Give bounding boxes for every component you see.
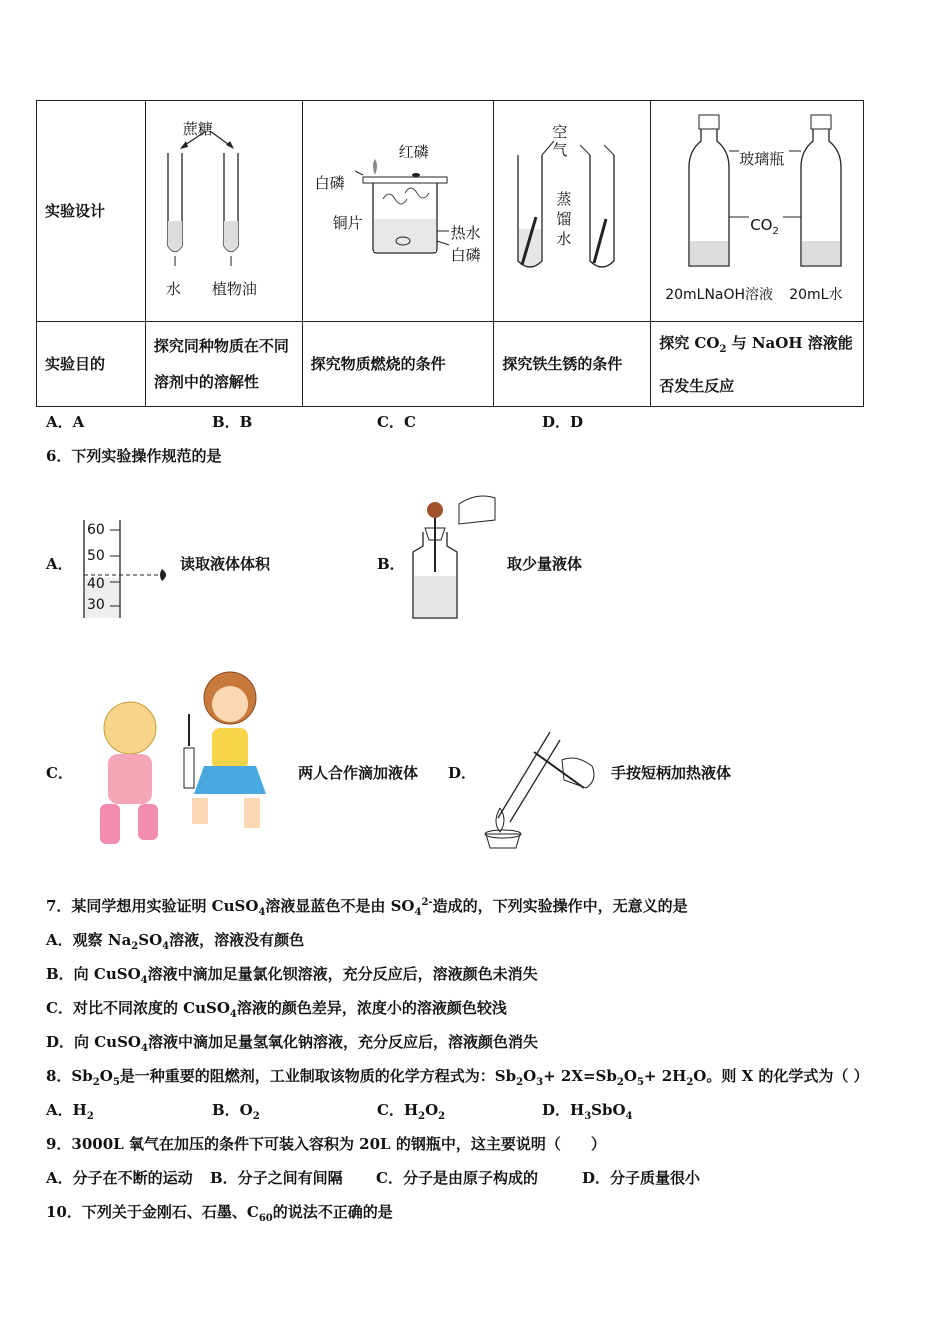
q6-b-text: 取少量液体 (507, 555, 583, 573)
q6-stem: 6．下列实验操作规范的是 (46, 447, 222, 465)
purpose-combustion: 探究物质燃烧的条件 (302, 322, 494, 407)
purpose-row (37, 322, 864, 407)
purpose-rusting: 探究铁生锈的条件 (494, 322, 651, 407)
q7-stem: 7．某同学想用实验证明 CuSO$_4$溶液显蓝色不是由 $SO_4^{2-}$造成的，下列实验操作中，无意义的是 (46, 897, 688, 918)
sugar-label: 蔗糖 (182, 120, 213, 138)
q10-stem: 10．下列关于金刚石、石墨、$C_{60}$的说法不正确的是 (46, 1203, 393, 1224)
q5-option-b: B．B (212, 413, 253, 431)
white-phosphorus-bottom-label: 白磷 (450, 246, 481, 264)
tick-30: 30 (87, 597, 105, 613)
distilled-water-label: 蒸馏水 (556, 190, 572, 248)
q6-d-text: 手按短柄加热液体 (611, 764, 732, 782)
air-label: 空气 (552, 123, 568, 159)
purpose-dissolving: 探究同种物质在不同溶剂中的溶解性 (145, 322, 302, 407)
tick-60: 60 (87, 522, 105, 538)
q5-option-d: D．D (542, 413, 584, 431)
q6-c-label: C． (46, 764, 73, 782)
design-row (37, 101, 864, 322)
figure-rusting (494, 101, 651, 322)
q6-d-label: D． (448, 764, 477, 782)
water-label: 水 (165, 280, 181, 298)
q9-option-c: C．分子是由原子构成的 (376, 1169, 538, 1187)
q8-stem: 8．$Sb_2O_5$是一种重要的阻燃剂，工业制取该物质的化学方程式为：$Sb_2O_3+ 2X=Sb_2O_5+ 2H_2O$。则 X 的化学式为（ ） (46, 1067, 869, 1088)
q6-a-text: 读取液体体积 (180, 555, 271, 573)
dropper-bottle-illustration (405, 490, 500, 622)
naoh-solution-label: 20mLNaOH溶液 (665, 287, 774, 303)
q9-option-d: D．分子质量很小 (582, 1169, 701, 1187)
figure-dissolving (145, 101, 302, 322)
q9-option-b: B．分子之间有间隔 (210, 1169, 343, 1187)
purpose-co2-naoh: 探究 $CO_2$ 与 NaOH 溶液能否发生反应 (651, 322, 864, 407)
hot-water-label: 热水 (450, 224, 481, 242)
figure-combustion (302, 101, 494, 322)
co2-label: $CO_2$ (750, 216, 779, 237)
q8-option-c: C．$H_2O_2$ (377, 1101, 446, 1122)
red-phosphorus-label: 红磷 (398, 143, 429, 161)
q7-option-d: D．向 CuSO$_4$溶液中滴加足量氢氧化钠溶液，充分反应后，溶液颜色消失 (46, 1033, 538, 1054)
experiment-table (36, 100, 864, 407)
q5-option-c: C．C (377, 413, 416, 431)
q6-a-label: A． (46, 555, 73, 573)
q9-option-a: A．分子在不断的运动 (46, 1169, 193, 1187)
q6-c-text: 两人合作滴加液体 (298, 764, 419, 782)
water-20ml-label: 20mL水 (789, 287, 843, 303)
glass-bottle-label: 玻璃瓶 (739, 150, 785, 168)
tick-50: 50 (87, 548, 105, 564)
purpose-label: 实验目的 (37, 322, 146, 407)
white-phosphorus-top-label: 白磷 (314, 174, 345, 192)
copper-sheet-label: 铜片 (332, 214, 363, 232)
two-children-illustration (80, 658, 292, 852)
rusting-test-tubes-illustration (494, 101, 650, 321)
vegetable-oil-label: 植物油 (211, 280, 257, 298)
q5-option-a: A．A (46, 413, 85, 431)
q7-option-c: C．对比不同浓度的 CuSO$_4$溶液的颜色差异，浓度小的溶液颜色较浅 (46, 999, 507, 1020)
figure-co2-bottles (651, 101, 864, 322)
tick-40: 40 (87, 576, 105, 592)
q6-b-label: B． (377, 555, 405, 573)
q8-option-b: B．$O_2$ (212, 1101, 260, 1122)
q8-option-a: A．$H_2$ (46, 1101, 94, 1122)
q7-option-b: B．向 CuSO$_4$溶液中滴加足量氯化钡溶液，充分反应后，溶液颜色未消失 (46, 965, 538, 986)
test-tube-heating-illustration (476, 722, 606, 856)
design-label: 实验设计 (37, 101, 146, 322)
q9-stem: 9．3000L 氧气在加压的条件下可装入容积为 20L 的钢瓶中，这主要说明（ ） (46, 1135, 606, 1153)
q7-option-a: A．观察 $Na_2SO_4$溶液，溶液没有颜色 (46, 931, 305, 952)
q8-option-d: D．$H_3SbO_4$ (542, 1101, 633, 1122)
